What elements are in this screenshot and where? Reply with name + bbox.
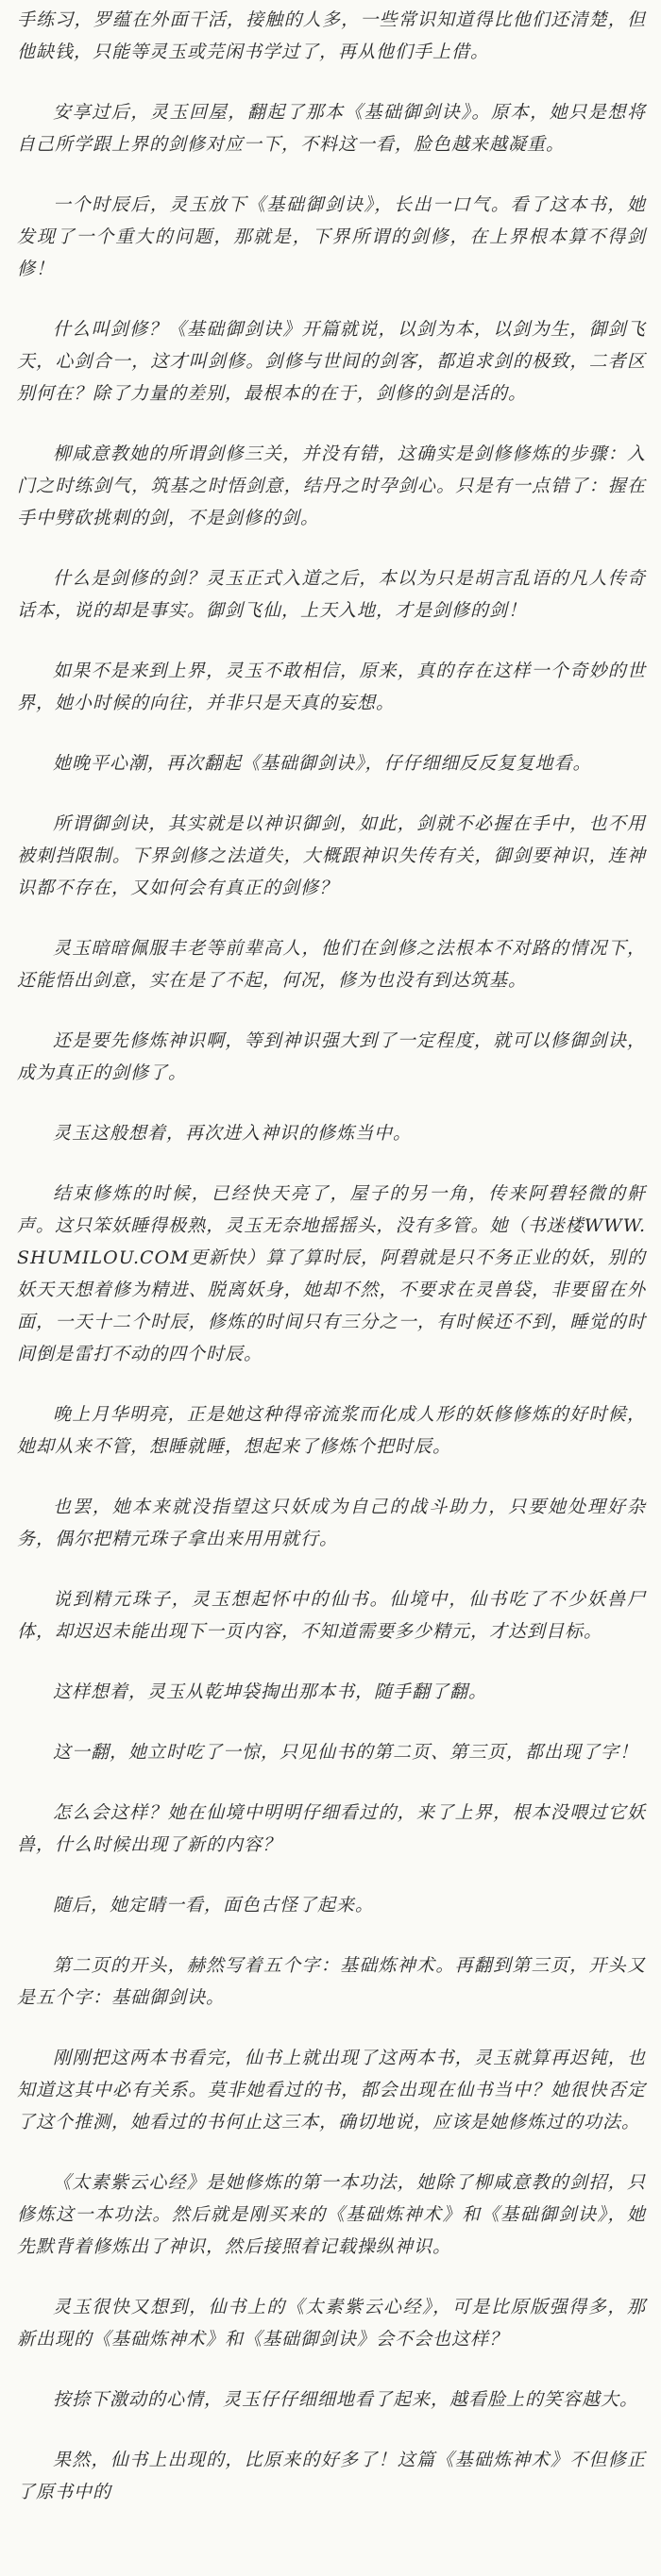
paragraph-7: 如果不是来到上界，灵玉不敢相信，原来，真的存在这样一个奇妙的世界，她小时候的向往，并非只是天真的妄想。 <box>17 661 646 713</box>
paragraph-16: 说到精元珠子，灵玉想起怀中的仙书。仙境中，仙书吃了不少妖兽尸体，却迟迟未能出现下一页内容，不知道需要多少精元，才达到目标。 <box>17 1589 646 1642</box>
paragraph-8: 她晚平心潮，再次翻起《基础御剑诀》，仔仔细细反反复复地看。 <box>53 753 592 774</box>
paragraph-4: 什么叫剑修？《基础御剑诀》开篇就说，以剑为本，以剑为生，御剑飞天，心剑合一，这才叫剑修。剑修与世间的剑客，都追求剑的极致，二者区别何在？除了力量的差别，最根本的在于，剑修的剑是活的。 <box>17 319 646 404</box>
paragraph-26: 果然，仙书上出现的，比原来的好多了！这篇《基础炼神术》不但修正了原书中的 <box>17 2450 646 2502</box>
paragraph-9: 所谓御剑诀，其实就是以神识御剑，如此，剑就不必握在手中，也不用被刺挡限制。下界剑修之法道失，大概跟神识失传有关，御剑要神识，连神识都不存在，又如何会有真正的剑修？ <box>17 813 646 898</box>
paragraph-21: 第二页的开头，赫然写着五个字：基础炼神术。再翻到第三页，开头又是五个字：基础御剑诀。 <box>17 1955 646 2008</box>
paragraph-17: 这样想着，灵玉从乾坤袋掏出那本书，随手翻了翻。 <box>53 1681 488 1702</box>
paragraph-23: 《太素紫云心经》是她修炼的第一本功法，她除了柳咸意教的剑招，只修炼这一本功法。然后就是刚买来的《基础炼神术》和《基础御剑诀》，她先默背着修炼出了神识，然后接照着记载操纵神识。 <box>17 2172 646 2257</box>
paragraph-24: 灵玉很快又想到，仙书上的《太素紫云心经》，可是比原版强得多，那新出现的《基础炼神术》和《基础御剑诀》会不会也这样？ <box>17 2297 646 2350</box>
paragraph-1: 手练习，罗蕴在外面干活，接触的人多，一些常识知道得比他们还清楚，但他缺钱，只能等灵玉或芫闲书学过了，再从他们手上借。 <box>17 9 646 62</box>
paragraph-5: 柳咸意教她的所谓剑修三关，并没有错，这确实是剑修修炼的步骤：入门之时练剑气，筑基之时悟剑意，结丹之时孕剑心。只是有一点错了：握在手中劈砍挑刺的剑，不是剑修的剑。 <box>17 443 646 528</box>
paragraph-3: 一个时辰后，灵玉放下《基础御剑诀》，长出一口气。看了这本书，她发现了一个重大的问题，那就是，下界所谓的剑修，在上界根本算不得剑修！ <box>17 194 646 279</box>
paragraph-20: 随后，她定睛一看，面色古怪了起来。 <box>53 1895 375 1915</box>
paragraph-15: 也罢，她本来就没指望这只妖成为自己的战斗助力，只要她处理好杂务，偶尔把精元珠子拿出来用用就行。 <box>17 1497 646 1549</box>
paragraph-25: 按捺下激动的心情，灵玉仔仔细细地看了起来，越看脸上的笑容越大。 <box>53 2389 639 2410</box>
paragraph-10: 灵玉暗暗佩服丰老等前辈高人，他们在剑修之法根本不对路的情况下，还能悟出剑意，实在是了不起，何况，修为也没有到达筑基。 <box>17 938 646 991</box>
paragraph-12: 灵玉这般想着，再次进入神识的修炼当中。 <box>53 1123 413 1144</box>
paragraph-22: 刚刚把这两本书看完，仙书上就出现了这两本书，灵玉就算再迟钝，也知道这其中必有关系。莫非她看过的书，都会出现在仙书当中？她很快否定了这个推测，她看过的书何止这三本，确切地说，应该是她修炼过的功法。 <box>17 2048 646 2133</box>
paragraph-11: 还是要先修炼神识啊，等到神识强大到了一定程度，就可以修御剑诀，成为真正的剑修了。 <box>17 1030 646 1083</box>
paragraph-14: 晚上月华明亮，正是她这种得帝流浆而化成人形的妖修修炼的好时候，她却从来不管，想睡就睡，想起来了修炼个把时辰。 <box>17 1404 646 1457</box>
paragraph-6: 什么是剑修的剑？灵玉正式入道之后，本以为只是胡言乱语的凡人传奇话本，说的却是事实。御剑飞仙，上天入地，才是剑修的剑！ <box>17 568 646 621</box>
paragraph-13: 结束修炼的时候，已经快天亮了，屋子的另一角，传来阿碧轻微的鼾声。这只笨妖睡得极熟，灵玉无奈地摇摇头，没有多管。她（书迷楼WWW.SHUMILOU.COM更新快）算了算时辰，阿碧就是只不务正业的妖，别的妖天天想着修为精进、脱离妖身，她却不然，不要求在灵兽袋，非要留在外面，一天十二个时辰，修炼的时间只有三分之一，有时候还不到，睡觉的时间倒是雷打不动的四个时辰。 <box>17 1183 646 1364</box>
paragraph-2: 安享过后，灵玉回屋，翻起了那本《基础御剑诀》。原本，她只是想将自己所学跟上界的剑修对应一下，不料这一看，脸色越来越凝重。 <box>17 102 646 155</box>
paragraph-18: 这一翻，她立时吃了一惊，只见仙书的第二页、第三页，都出现了字！ <box>53 1742 639 1763</box>
paragraph-19: 怎么会这样？她在仙境中明明仔细看过的，来了上界，根本没喂过它妖兽，什么时候出现了新的内容？ <box>17 1802 646 1855</box>
